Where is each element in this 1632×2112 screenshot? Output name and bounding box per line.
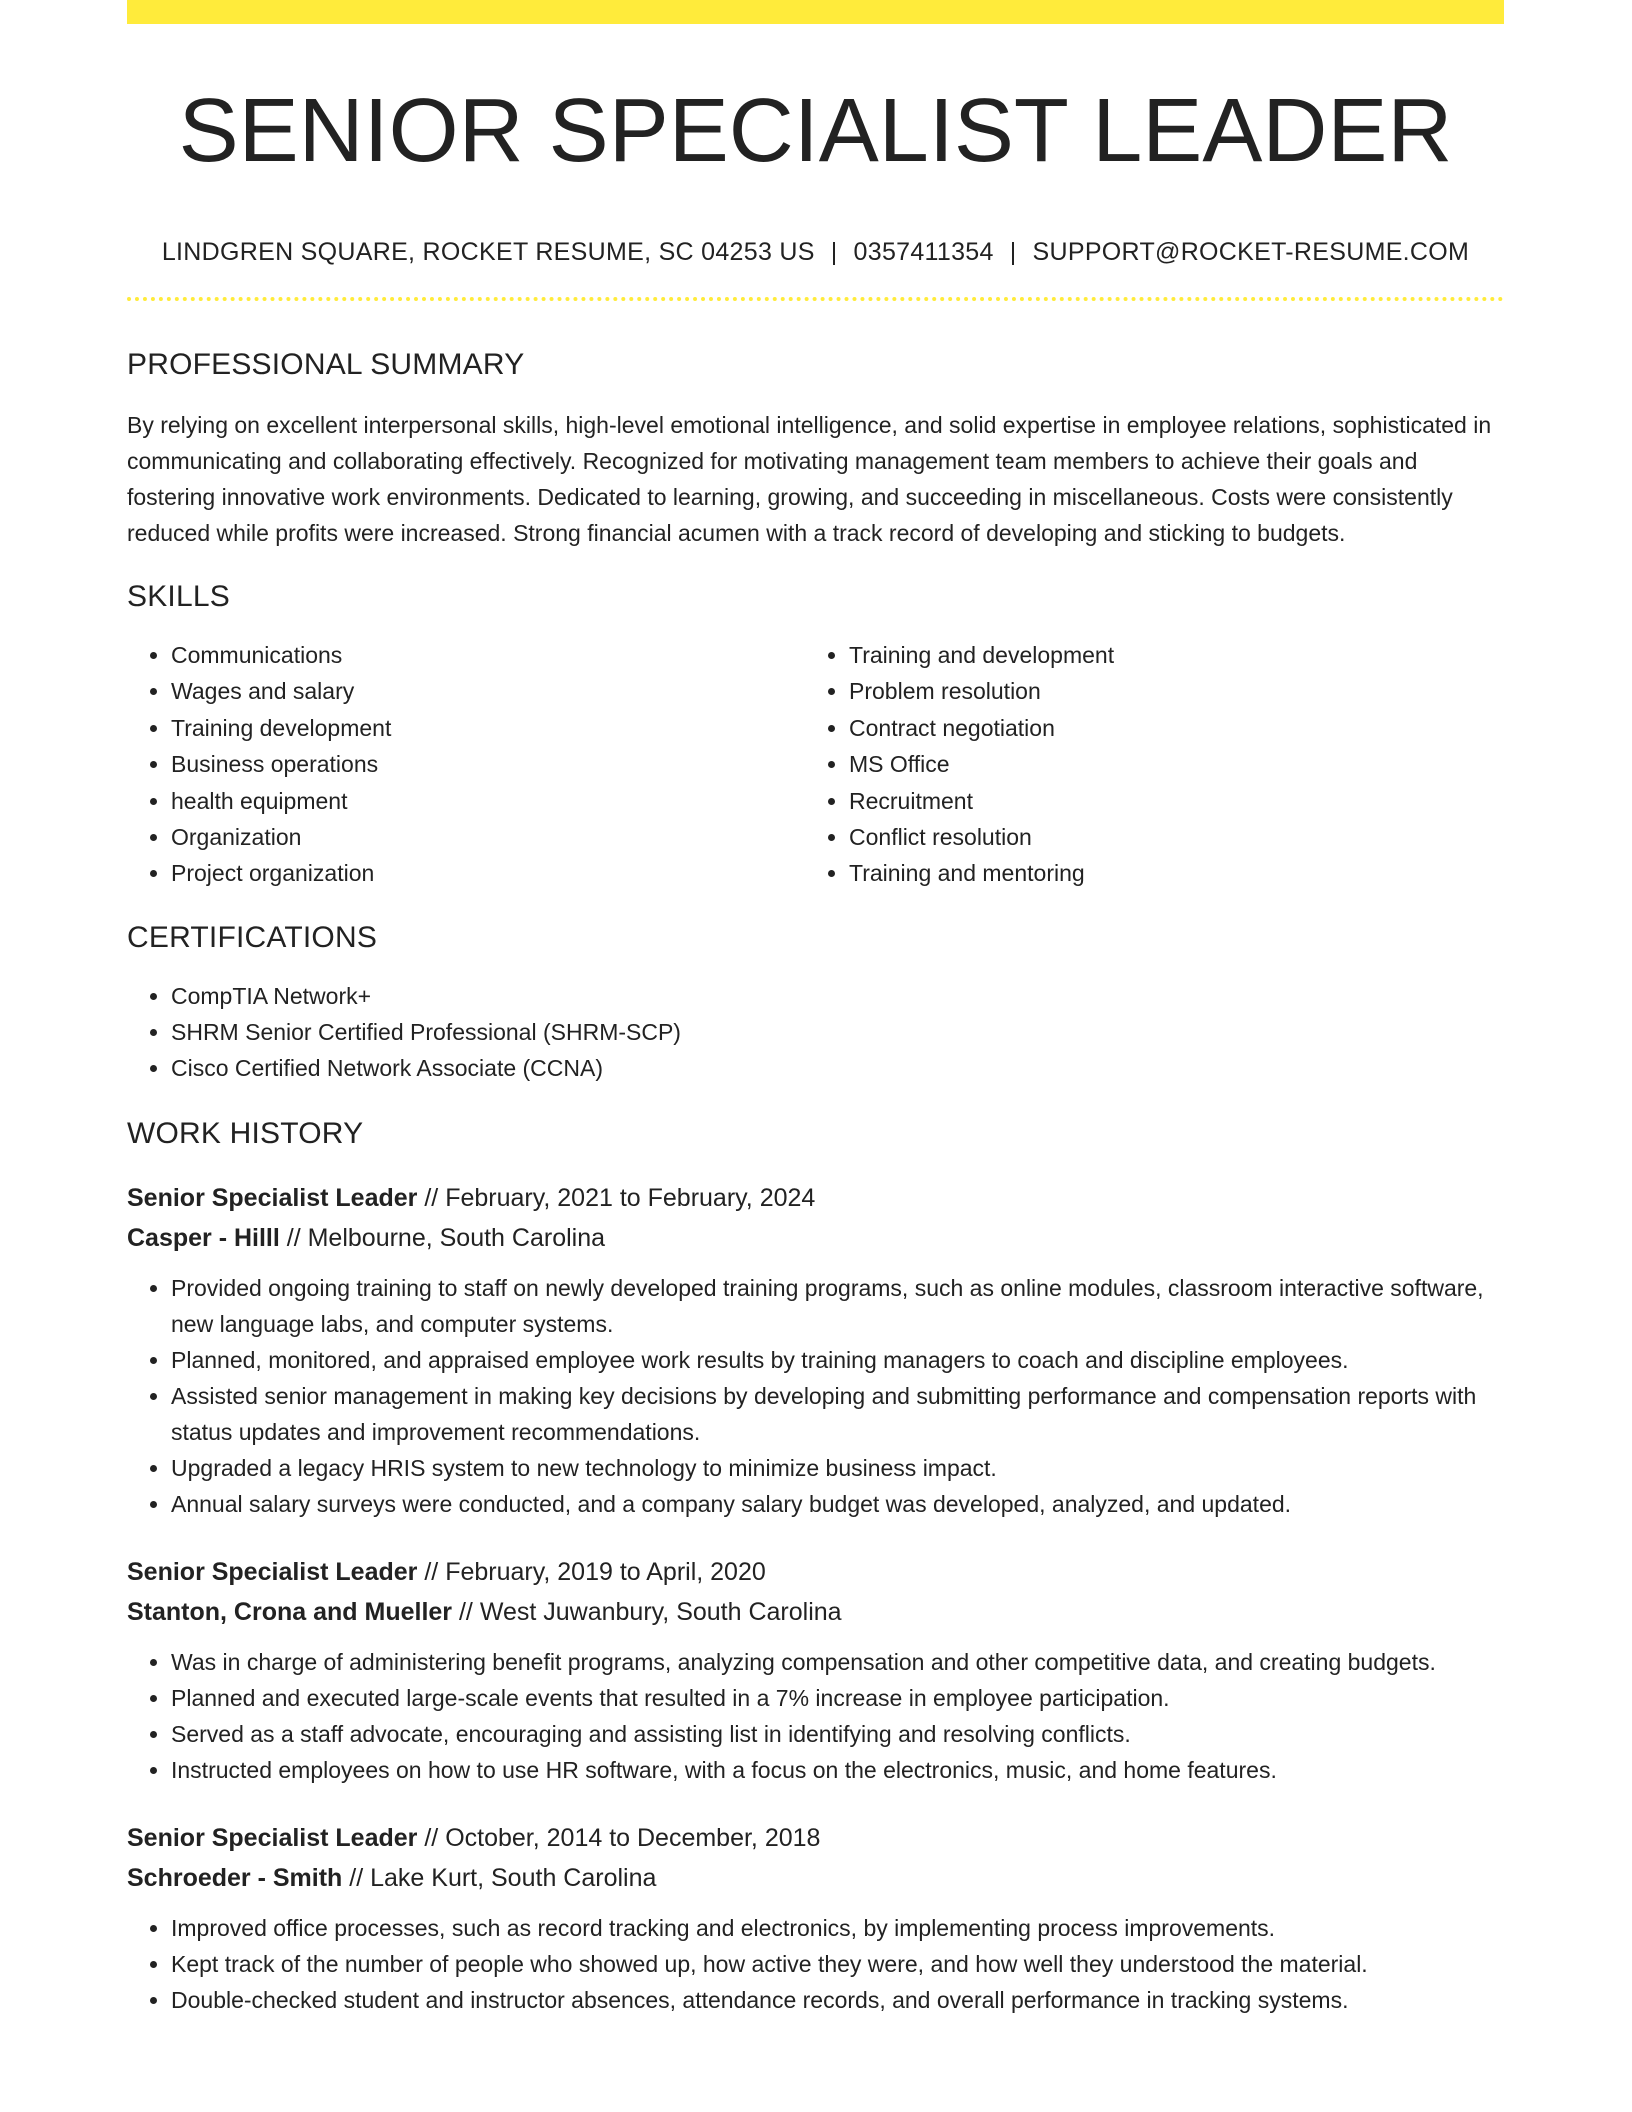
job-company: Schroeder - Smith [127,1863,343,1892]
contact-line [127,237,1504,267]
accent-top-bar [127,0,1504,24]
skill-item: • Recruitment [849,783,1483,819]
skill-item: • Training development [171,710,805,746]
job-bullet: • Planned, monitored, and appraised employee work results by training managers to coach and discipline employees. [171,1342,1504,1378]
job-location: // Lake Kurt, South Carolina [342,1863,657,1892]
job-title-line [127,1818,1504,1858]
job-entry [127,1178,1504,1522]
skill-item: • health equipment [171,783,805,819]
skill-item: • Conflict resolution [849,819,1483,855]
contact-email: SUPPORT@ROCKET-RESUME.COM [1032,238,1470,266]
job-location: // West Juwanbury, South Carolina [452,1597,842,1626]
skill-item: • MS Office [849,746,1483,782]
skill-item: • Training and development [849,637,1483,673]
job-entry [127,1818,1504,2018]
job-company-line [127,1858,1504,1898]
contact-address: LINDGREN SQUARE, ROCKET RESUME, SC 04253 US [161,238,815,266]
job-bullet: • Upgraded a legacy HRIS system to new technology to minimize business impact. [171,1450,1504,1486]
skill-item: • Communications [171,637,805,673]
certifications-list [127,978,1504,1086]
certification-item: • CompTIA Network+ [171,978,1504,1014]
job-title-line [127,1552,1504,1592]
job-company: Stanton, Crona and Mueller [127,1597,453,1626]
job-company: Casper - Hilll [127,1223,280,1252]
skills-grid [127,637,1504,892]
job-bullet: • Planned and executed large-scale events that resulted in a 7% increase in employee participation. [171,1680,1504,1716]
certification-item: • Cisco Certified Network Associate (CCNA) [171,1050,1504,1086]
skills-list-left [127,637,805,892]
job-bullets [127,1910,1504,2018]
job-bullet: • Improved office processes, such as record tracking and electronics, by implementing process improvements. [171,1910,1504,1946]
skill-item: • Training and mentoring [849,855,1483,891]
job-title-line [127,1178,1504,1218]
job-bullet: • Instructed employees on how to use HR software, with a focus on the electronics, music, and home features. [171,1752,1504,1788]
summary-text: By relying on excellent interpersonal skills, high-level emotional intelligence, and solid expertise in employee relations, sophisticated in communicating and collaborating effectively. Recognized for motivating management team members to achieve their goals and fostering innovative work environments. Dedicated to learning, growing, and succeeding in miscellaneous. Costs were consistently reduced while profits were increased. Strong financial acumen with a track record of developing and sticking to budgets. [127,412,1492,546]
job-bullet: • Assisted senior management in making key decisions by developing and submitting performance and compensation reports with status updates and improvement recommendations. [171,1378,1504,1450]
job-company-line [127,1218,1504,1258]
header-divider [127,297,1504,301]
job-dates: // October, 2014 to December, 2018 [417,1823,821,1852]
job-company-line [127,1592,1504,1632]
resume-name: SENIOR SPECIALIST LEADER [178,81,1453,181]
skills-list-right [805,637,1483,892]
job-bullets [127,1644,1504,1788]
job-bullet: • Provided ongoing training to staff on newly developed training programs, such as online modules, classroom interactive software, new language labs, and computer systems. [171,1270,1504,1342]
job-bullets [127,1270,1504,1522]
certification-item: • SHRM Senior Certified Professional (SHRM-SCP) [171,1014,1504,1050]
job-bullet: • Kept track of the number of people who showed up, how active they were, and how well they understood the material. [171,1946,1504,1982]
certifications-heading: CERTIFICATIONS [127,920,378,954]
contact-separator: | [830,238,838,266]
skill-item: • Problem resolution [849,673,1483,709]
contact-separator: | [1009,238,1017,266]
job-role: Senior Specialist Leader [127,1557,418,1586]
job-entry [127,1552,1504,1788]
summary-heading: PROFESSIONAL SUMMARY [127,348,525,381]
skill-item: • Organization [171,819,805,855]
skills-column-left [127,637,805,892]
skills-heading: SKILLS [127,580,230,613]
job-dates: // February, 2021 to February, 2024 [417,1183,816,1212]
skill-item: • Wages and salary [171,673,805,709]
job-bullet: • Annual salary surveys were conducted, and a company salary budget was developed, analyzed, and updated. [171,1486,1504,1522]
job-location: // Melbourne, South Carolina [279,1223,606,1252]
resume-page [127,0,1504,2018]
job-role: Senior Specialist Leader [127,1823,418,1852]
job-bullet: • Was in charge of administering benefit programs, analyzing compensation and other competitive data, and creating budgets. [171,1644,1504,1680]
skills-column-right [805,637,1483,892]
contact-phone: 0357411354 [853,238,994,266]
job-role: Senior Specialist Leader [127,1183,418,1212]
skill-item: • Contract negotiation [849,710,1483,746]
job-bullet: • Served as a staff advocate, encouraging and assisting list in identifying and resolving conflicts. [171,1716,1504,1752]
job-dates: // February, 2019 to April, 2020 [417,1557,766,1586]
skill-item: • Business operations [171,746,805,782]
job-bullet: • Double-checked student and instructor absences, attendance records, and overall performance in tracking systems. [171,1982,1504,2018]
skill-item: • Project organization [171,855,805,891]
work-history-heading: WORK HISTORY [127,1116,364,1150]
